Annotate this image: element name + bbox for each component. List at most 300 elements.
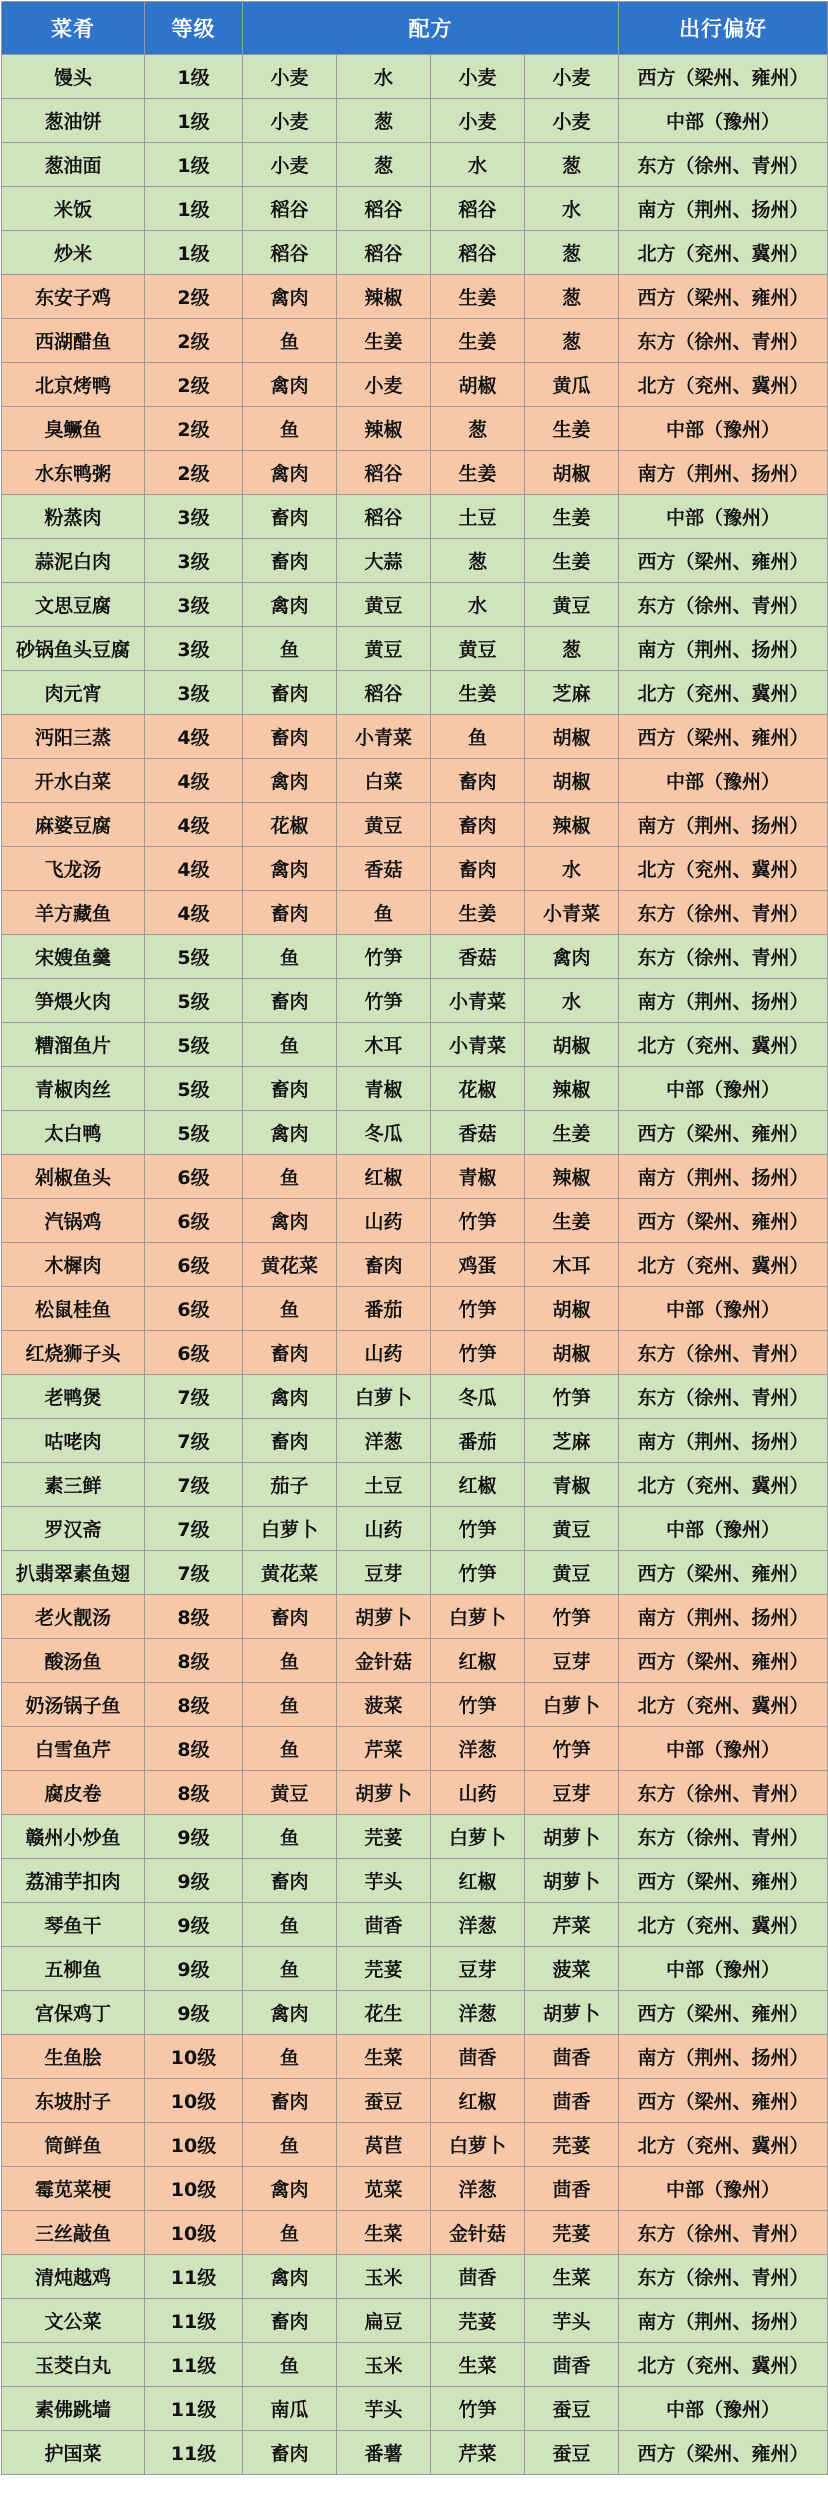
cell-ingredient-1: 稻谷 <box>243 187 337 231</box>
table-row <box>2 935 828 979</box>
cell-ingredient-4: 胡萝卜 <box>525 1991 619 2035</box>
cell-level: 10级 <box>145 2035 243 2079</box>
cell-region: 南方（荆州、扬州） <box>619 1595 828 1639</box>
cell-level: 6级 <box>145 1155 243 1199</box>
cell-level: 2级 <box>145 363 243 407</box>
table-row <box>2 2211 828 2255</box>
cell-ingredient-4: 生姜 <box>525 495 619 539</box>
cell-dish: 粉蒸肉 <box>2 495 145 539</box>
cell-dish: 罗汉斋 <box>2 1507 145 1551</box>
cell-ingredient-3: 金针菇 <box>431 2211 525 2255</box>
cell-dish: 护国菜 <box>2 2431 145 2475</box>
cell-level: 9级 <box>145 1859 243 1903</box>
cell-ingredient-3: 胡椒 <box>431 363 525 407</box>
table-row <box>2 1727 828 1771</box>
cell-level: 5级 <box>145 1023 243 1067</box>
cell-ingredient-1: 畜肉 <box>243 671 337 715</box>
cell-ingredient-2: 水 <box>337 55 431 99</box>
cell-dish: 砂锅鱼头豆腐 <box>2 627 145 671</box>
cell-dish: 生鱼脍 <box>2 2035 145 2079</box>
cell-ingredient-4: 芝麻 <box>525 1419 619 1463</box>
table-row <box>2 671 828 715</box>
cell-ingredient-1: 茄子 <box>243 1463 337 1507</box>
cell-ingredient-4: 黄豆 <box>525 1507 619 1551</box>
cell-ingredient-1: 畜肉 <box>243 2431 337 2475</box>
cell-ingredient-2: 辣椒 <box>337 275 431 319</box>
cell-ingredient-1: 禽肉 <box>243 1991 337 2035</box>
cell-ingredient-1: 禽肉 <box>243 2167 337 2211</box>
cell-ingredient-1: 禽肉 <box>243 451 337 495</box>
cell-ingredient-1: 白萝卜 <box>243 1507 337 1551</box>
cell-ingredient-4: 豆芽 <box>525 1771 619 1815</box>
cell-region: 中部（豫州） <box>619 1947 828 1991</box>
cell-level: 6级 <box>145 1199 243 1243</box>
cell-dish: 琴鱼干 <box>2 1903 145 1947</box>
cell-ingredient-4: 黄瓜 <box>525 363 619 407</box>
cell-level: 1级 <box>145 187 243 231</box>
cell-dish: 老鸭煲 <box>2 1375 145 1419</box>
cell-region: 东方（徐州、青州） <box>619 2211 828 2255</box>
table-row <box>2 1683 828 1727</box>
cell-ingredient-1: 畜肉 <box>243 1419 337 1463</box>
cell-region: 中部（豫州） <box>619 1067 828 1111</box>
cell-ingredient-2: 红椒 <box>337 1155 431 1199</box>
cell-ingredient-3: 香菇 <box>431 935 525 979</box>
cell-dish: 霉苋菜梗 <box>2 2167 145 2211</box>
cell-region: 西方（梁州、雍州） <box>619 1991 828 2035</box>
cell-level: 6级 <box>145 1331 243 1375</box>
cell-dish: 素三鲜 <box>2 1463 145 1507</box>
cell-level: 5级 <box>145 1111 243 1155</box>
table-row <box>2 495 828 539</box>
table-row <box>2 1815 828 1859</box>
cell-ingredient-1: 禽肉 <box>243 2255 337 2299</box>
cell-ingredient-4: 黄豆 <box>525 1551 619 1595</box>
cell-dish: 酸汤鱼 <box>2 1639 145 1683</box>
cell-ingredient-2: 黄豆 <box>337 583 431 627</box>
table-row <box>2 99 828 143</box>
cell-ingredient-4: 小青菜 <box>525 891 619 935</box>
cell-ingredient-1: 畜肉 <box>243 715 337 759</box>
cell-ingredient-1: 禽肉 <box>243 1111 337 1155</box>
cell-ingredient-1: 鱼 <box>243 407 337 451</box>
cell-level: 6级 <box>145 1287 243 1331</box>
cell-ingredient-2: 稻谷 <box>337 187 431 231</box>
cell-region: 中部（豫州） <box>619 1507 828 1551</box>
cell-level: 10级 <box>145 2211 243 2255</box>
cell-ingredient-3: 青椒 <box>431 1155 525 1199</box>
cell-ingredient-4: 蚕豆 <box>525 2431 619 2475</box>
cell-ingredient-3: 竹笋 <box>431 1287 525 1331</box>
cell-ingredient-2: 茴香 <box>337 1903 431 1947</box>
table-header <box>2 2 828 55</box>
table-row <box>2 979 828 1023</box>
cell-ingredient-3: 葱 <box>431 539 525 583</box>
cell-region: 中部（豫州） <box>619 1287 828 1331</box>
cell-ingredient-1: 黄花菜 <box>243 1551 337 1595</box>
table-row <box>2 627 828 671</box>
cell-ingredient-4: 豆芽 <box>525 1639 619 1683</box>
cell-ingredient-1: 畜肉 <box>243 495 337 539</box>
cell-ingredient-3: 生姜 <box>431 275 525 319</box>
cell-ingredient-2: 青椒 <box>337 1067 431 1111</box>
cell-dish: 葱油饼 <box>2 99 145 143</box>
cell-ingredient-2: 稻谷 <box>337 451 431 495</box>
cell-level: 3级 <box>145 583 243 627</box>
cell-level: 4级 <box>145 759 243 803</box>
table-row <box>2 1639 828 1683</box>
cell-ingredient-4: 茴香 <box>525 2079 619 2123</box>
cell-level: 8级 <box>145 1727 243 1771</box>
cell-ingredient-3: 小麦 <box>431 55 525 99</box>
cell-ingredient-3: 鱼 <box>431 715 525 759</box>
cell-dish: 素佛跳墙 <box>2 2387 145 2431</box>
cell-ingredient-2: 生菜 <box>337 2211 431 2255</box>
cell-dish: 文公菜 <box>2 2299 145 2343</box>
cell-level: 6级 <box>145 1243 243 1287</box>
table-row <box>2 1287 828 1331</box>
cell-ingredient-1: 畜肉 <box>243 2299 337 2343</box>
cell-ingredient-2: 芫荽 <box>337 1947 431 1991</box>
cell-dish: 飞龙汤 <box>2 847 145 891</box>
cell-level: 7级 <box>145 1463 243 1507</box>
cell-level: 5级 <box>145 1067 243 1111</box>
header-recipe: 配方 <box>243 2 619 55</box>
cell-region: 东方（徐州、青州） <box>619 1331 828 1375</box>
cell-level: 8级 <box>145 1595 243 1639</box>
cell-ingredient-3: 白萝卜 <box>431 2123 525 2167</box>
cell-ingredient-2: 香菇 <box>337 847 431 891</box>
cell-ingredient-3: 洋葱 <box>431 1991 525 2035</box>
cell-ingredient-4: 芫荽 <box>525 2123 619 2167</box>
cell-ingredient-4: 竹笋 <box>525 1727 619 1771</box>
cell-level: 2级 <box>145 319 243 363</box>
cell-ingredient-3: 茴香 <box>431 2035 525 2079</box>
cell-level: 5级 <box>145 935 243 979</box>
cell-region: 北方（兖州、冀州） <box>619 1903 828 1947</box>
cell-region: 东方（徐州、青州） <box>619 935 828 979</box>
cell-dish: 米饭 <box>2 187 145 231</box>
cell-ingredient-2: 稻谷 <box>337 495 431 539</box>
table-row <box>2 2167 828 2211</box>
cell-ingredient-2: 山药 <box>337 1199 431 1243</box>
cell-ingredient-1: 鱼 <box>243 1287 337 1331</box>
cell-ingredient-3: 白萝卜 <box>431 1815 525 1859</box>
cell-level: 2级 <box>145 407 243 451</box>
cell-region: 北方（兖州、冀州） <box>619 231 828 275</box>
cell-level: 8级 <box>145 1683 243 1727</box>
cell-ingredient-4: 生姜 <box>525 1111 619 1155</box>
cell-region: 东方（徐州、青州） <box>619 1771 828 1815</box>
cell-level: 9级 <box>145 1991 243 2035</box>
cell-ingredient-3: 红椒 <box>431 1859 525 1903</box>
cell-region: 北方（兖州、冀州） <box>619 363 828 407</box>
cell-dish: 五柳鱼 <box>2 1947 145 1991</box>
cell-level: 10级 <box>145 2079 243 2123</box>
table-row <box>2 1155 828 1199</box>
cell-ingredient-2: 畜肉 <box>337 1243 431 1287</box>
cell-ingredient-1: 鱼 <box>243 2035 337 2079</box>
table-row <box>2 583 828 627</box>
cell-level: 11级 <box>145 2343 243 2387</box>
cell-ingredient-3: 稻谷 <box>431 231 525 275</box>
cell-dish: 沔阳三蒸 <box>2 715 145 759</box>
cell-ingredient-4: 胡椒 <box>525 759 619 803</box>
cell-ingredient-1: 畜肉 <box>243 1859 337 1903</box>
cell-region: 中部（豫州） <box>619 2387 828 2431</box>
cell-ingredient-3: 山药 <box>431 1771 525 1815</box>
table-row <box>2 1947 828 1991</box>
cell-ingredient-1: 禽肉 <box>243 1375 337 1419</box>
cell-ingredient-1: 花椒 <box>243 803 337 847</box>
cell-region: 东方（徐州、青州） <box>619 1375 828 1419</box>
cell-region: 西方（梁州、雍州） <box>619 1639 828 1683</box>
table-row <box>2 1067 828 1111</box>
cell-dish: 老火靓汤 <box>2 1595 145 1639</box>
header-region: 出行偏好 <box>619 2 828 55</box>
cell-dish: 东坡肘子 <box>2 2079 145 2123</box>
cell-dish: 肉元宵 <box>2 671 145 715</box>
cell-region: 北方（兖州、冀州） <box>619 847 828 891</box>
cell-level: 9级 <box>145 1947 243 1991</box>
cell-dish: 麻婆豆腐 <box>2 803 145 847</box>
cell-level: 9级 <box>145 1903 243 1947</box>
cell-ingredient-1: 畜肉 <box>243 891 337 935</box>
cell-ingredient-2: 扁豆 <box>337 2299 431 2343</box>
cell-region: 西方（梁州、雍州） <box>619 1111 828 1155</box>
cell-ingredient-2: 芋头 <box>337 1859 431 1903</box>
cell-ingredient-2: 葱 <box>337 99 431 143</box>
table-row <box>2 715 828 759</box>
table-row <box>2 759 828 803</box>
cell-ingredient-4: 茴香 <box>525 2035 619 2079</box>
table-row <box>2 407 828 451</box>
cell-ingredient-4: 禽肉 <box>525 935 619 979</box>
cell-region: 西方（梁州、雍州） <box>619 1199 828 1243</box>
table-row <box>2 55 828 99</box>
cell-ingredient-2: 竹笋 <box>337 979 431 1023</box>
cell-ingredient-3: 芹菜 <box>431 2431 525 2475</box>
cell-ingredient-4: 水 <box>525 979 619 1023</box>
cell-region: 南方（荆州、扬州） <box>619 1419 828 1463</box>
cell-ingredient-3: 茴香 <box>431 2255 525 2299</box>
cell-ingredient-4: 茴香 <box>525 2343 619 2387</box>
table-row <box>2 1771 828 1815</box>
cell-ingredient-4: 胡椒 <box>525 1287 619 1331</box>
cell-region: 北方（兖州、冀州） <box>619 2343 828 2387</box>
cell-region: 西方（梁州、雍州） <box>619 1859 828 1903</box>
table-row <box>2 1023 828 1067</box>
cell-ingredient-3: 红椒 <box>431 2079 525 2123</box>
cell-ingredient-4: 胡萝卜 <box>525 1815 619 1859</box>
cell-ingredient-1: 小麦 <box>243 99 337 143</box>
cell-ingredient-3: 生姜 <box>431 451 525 495</box>
cell-region: 南方（荆州、扬州） <box>619 451 828 495</box>
cell-ingredient-1: 鱼 <box>243 2123 337 2167</box>
table-row <box>2 1375 828 1419</box>
cell-ingredient-1: 南瓜 <box>243 2387 337 2431</box>
cell-ingredient-3: 红椒 <box>431 1463 525 1507</box>
cell-ingredient-4: 小麦 <box>525 99 619 143</box>
table-row <box>2 847 828 891</box>
cell-ingredient-2: 白菜 <box>337 759 431 803</box>
cell-ingredient-4: 生菜 <box>525 2255 619 2299</box>
cell-ingredient-1: 鱼 <box>243 1155 337 1199</box>
cell-region: 中部（豫州） <box>619 2167 828 2211</box>
cell-region: 东方（徐州、青州） <box>619 583 828 627</box>
table-row <box>2 1595 828 1639</box>
cell-ingredient-3: 洋葱 <box>431 2167 525 2211</box>
cell-ingredient-2: 金针菇 <box>337 1639 431 1683</box>
cell-region: 北方（兖州、冀州） <box>619 671 828 715</box>
table-body <box>2 55 828 2475</box>
cell-ingredient-3: 生姜 <box>431 891 525 935</box>
cell-dish: 三丝敲鱼 <box>2 2211 145 2255</box>
cell-ingredient-3: 生菜 <box>431 2343 525 2387</box>
cell-ingredient-3: 芫荽 <box>431 2299 525 2343</box>
cell-dish: 炒米 <box>2 231 145 275</box>
table-row <box>2 1551 828 1595</box>
cell-ingredient-2: 葱 <box>337 143 431 187</box>
cell-dish: 奶汤锅子鱼 <box>2 1683 145 1727</box>
table-row <box>2 143 828 187</box>
cell-region: 南方（荆州、扬州） <box>619 187 828 231</box>
cell-ingredient-4: 菠菜 <box>525 1947 619 1991</box>
table-row <box>2 1991 828 2035</box>
cell-ingredient-1: 禽肉 <box>243 275 337 319</box>
cell-level: 11级 <box>145 2299 243 2343</box>
cell-ingredient-4: 木耳 <box>525 1243 619 1287</box>
cell-ingredient-3: 小麦 <box>431 99 525 143</box>
cell-ingredient-4: 辣椒 <box>525 1155 619 1199</box>
cell-level: 5级 <box>145 979 243 1023</box>
table-row <box>2 2123 828 2167</box>
cell-region: 北方（兖州、冀州） <box>619 1243 828 1287</box>
cell-ingredient-2: 豆芽 <box>337 1551 431 1595</box>
cell-ingredient-3: 红椒 <box>431 1639 525 1683</box>
cell-ingredient-1: 鱼 <box>243 1639 337 1683</box>
cell-level: 2级 <box>145 275 243 319</box>
cell-ingredient-4: 蚕豆 <box>525 2387 619 2431</box>
cell-dish: 剁椒鱼头 <box>2 1155 145 1199</box>
cell-region: 北方（兖州、冀州） <box>619 1683 828 1727</box>
cell-level: 11级 <box>145 2387 243 2431</box>
cell-dish: 宋嫂鱼羹 <box>2 935 145 979</box>
cell-level: 11级 <box>145 2255 243 2299</box>
cell-ingredient-4: 生姜 <box>525 1199 619 1243</box>
cell-dish: 西湖醋鱼 <box>2 319 145 363</box>
cell-ingredient-4: 生姜 <box>525 539 619 583</box>
cell-ingredient-1: 鱼 <box>243 627 337 671</box>
cell-ingredient-1: 禽肉 <box>243 583 337 627</box>
cell-ingredient-3: 水 <box>431 583 525 627</box>
cell-region: 北方（兖州、冀州） <box>619 2123 828 2167</box>
cell-dish: 葱油面 <box>2 143 145 187</box>
cell-region: 南方（荆州、扬州） <box>619 1155 828 1199</box>
table-row <box>2 2387 828 2431</box>
cell-ingredient-3: 畜肉 <box>431 803 525 847</box>
cell-ingredient-3: 竹笋 <box>431 1551 525 1595</box>
cell-region: 中部（豫州） <box>619 495 828 539</box>
cell-level: 10级 <box>145 2123 243 2167</box>
cell-ingredient-3: 小青菜 <box>431 1023 525 1067</box>
cell-ingredient-2: 辣椒 <box>337 407 431 451</box>
cell-ingredient-3: 香菇 <box>431 1111 525 1155</box>
cell-ingredient-2: 木耳 <box>337 1023 431 1067</box>
cell-dish: 松鼠桂鱼 <box>2 1287 145 1331</box>
cell-region: 西方（梁州、雍州） <box>619 55 828 99</box>
cell-ingredient-1: 畜肉 <box>243 1331 337 1375</box>
table-row <box>2 1859 828 1903</box>
cell-region: 西方（梁州、雍州） <box>619 1551 828 1595</box>
cell-region: 西方（梁州、雍州） <box>619 275 828 319</box>
cell-region: 南方（荆州、扬州） <box>619 627 828 671</box>
cell-ingredient-2: 黄豆 <box>337 627 431 671</box>
cell-ingredient-3: 生姜 <box>431 671 525 715</box>
cell-ingredient-1: 鱼 <box>243 1023 337 1067</box>
cell-ingredient-3: 畜肉 <box>431 759 525 803</box>
cell-ingredient-1: 畜肉 <box>243 1067 337 1111</box>
cell-ingredient-1: 畜肉 <box>243 2079 337 2123</box>
header-dish: 菜肴 <box>2 2 145 55</box>
cell-region: 中部（豫州） <box>619 1727 828 1771</box>
cell-ingredient-3: 鸡蛋 <box>431 1243 525 1287</box>
cell-region: 西方（梁州、雍州） <box>619 2079 828 2123</box>
table-row <box>2 2035 828 2079</box>
table-row <box>2 319 828 363</box>
header-row <box>2 2 828 55</box>
cell-level: 4级 <box>145 891 243 935</box>
cell-level: 4级 <box>145 715 243 759</box>
cell-dish: 扒翡翠素鱼翅 <box>2 1551 145 1595</box>
table-row <box>2 1199 828 1243</box>
cell-level: 7级 <box>145 1375 243 1419</box>
table-row <box>2 275 828 319</box>
cell-ingredient-2: 番茄 <box>337 1287 431 1331</box>
cell-level: 9级 <box>145 1815 243 1859</box>
cell-level: 8级 <box>145 1771 243 1815</box>
cell-ingredient-4: 芹菜 <box>525 1903 619 1947</box>
cell-level: 8级 <box>145 1639 243 1683</box>
cell-ingredient-3: 番茄 <box>431 1419 525 1463</box>
cell-ingredient-2: 竹笋 <box>337 935 431 979</box>
cell-region: 东方（徐州、青州） <box>619 1815 828 1859</box>
table-row <box>2 2079 828 2123</box>
cell-ingredient-2: 番薯 <box>337 2431 431 2475</box>
cell-ingredient-2: 芫荽 <box>337 1815 431 1859</box>
cell-dish: 羊方藏鱼 <box>2 891 145 935</box>
cell-ingredient-2: 黄豆 <box>337 803 431 847</box>
cell-dish: 筒鲜鱼 <box>2 2123 145 2167</box>
cell-dish: 咕咾肉 <box>2 1419 145 1463</box>
cell-ingredient-3: 生姜 <box>431 319 525 363</box>
cell-dish: 太白鸭 <box>2 1111 145 1155</box>
cell-ingredient-2: 胡萝卜 <box>337 1771 431 1815</box>
cell-ingredient-4: 芫荽 <box>525 2211 619 2255</box>
cell-ingredient-4: 葱 <box>525 143 619 187</box>
cell-ingredient-3: 洋葱 <box>431 1727 525 1771</box>
table-row <box>2 1903 828 1947</box>
cell-dish: 文思豆腐 <box>2 583 145 627</box>
cell-ingredient-4: 竹笋 <box>525 1595 619 1639</box>
cell-ingredient-1: 畜肉 <box>243 539 337 583</box>
cell-ingredient-4: 胡椒 <box>525 451 619 495</box>
cell-dish: 馒头 <box>2 55 145 99</box>
cell-level: 10级 <box>145 2167 243 2211</box>
cell-ingredient-2: 苋菜 <box>337 2167 431 2211</box>
cell-level: 1级 <box>145 55 243 99</box>
cell-region: 中部（豫州） <box>619 759 828 803</box>
